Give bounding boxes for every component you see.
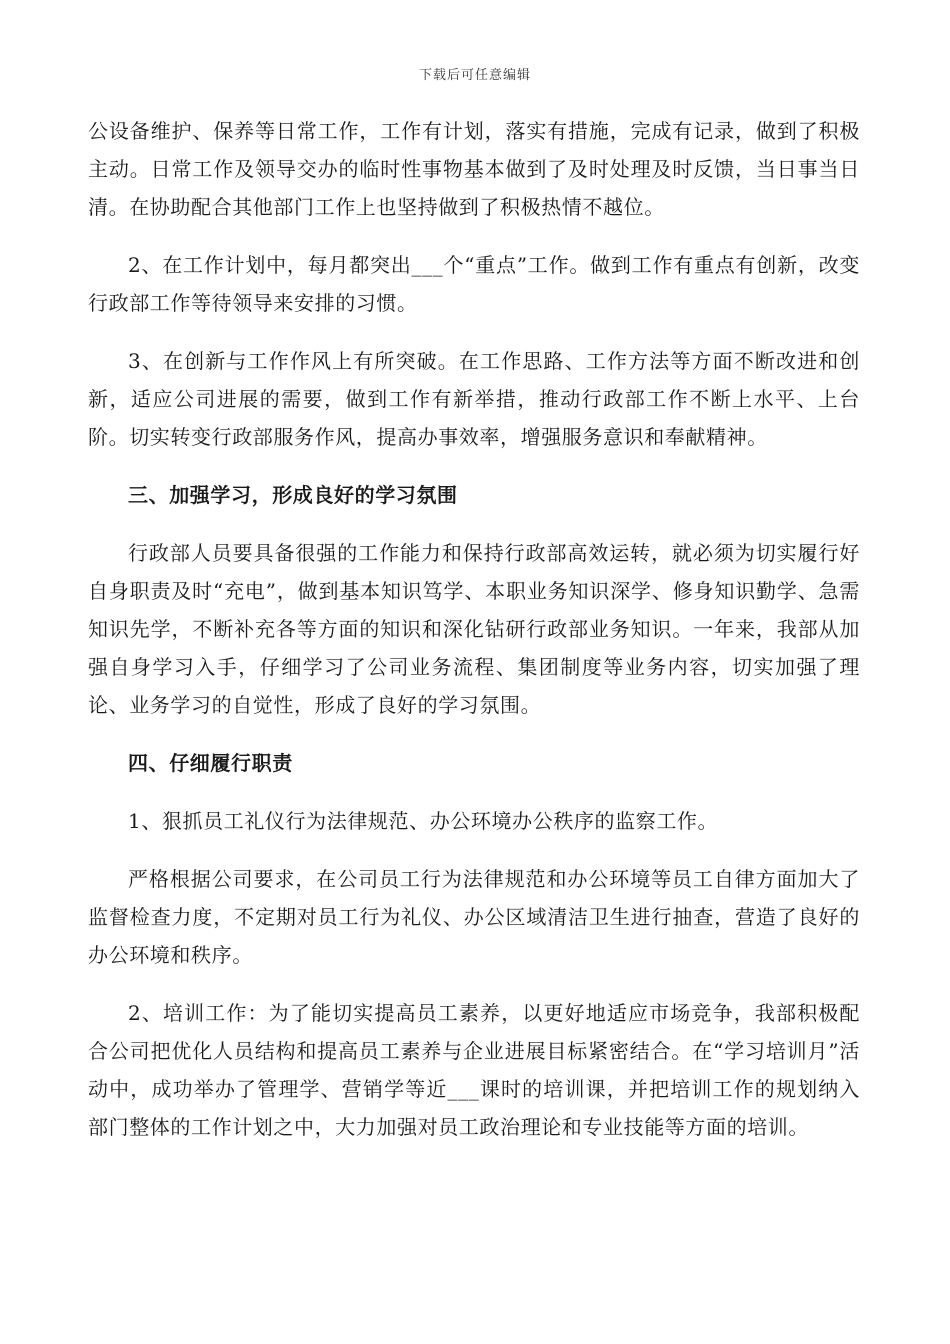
paragraph-duty-2-training: 2、培训工作：为了能切实提高员工素养，以更好地适应市场竞争，我部积极配合公司把优化人员结构和提高员工素养与企业进展目标紧密结合。在“学习培训月”活动中，成功举办了管理学、营销学等近___课时的培训课，并把培训工作的规划纳入部门整体的工作计划之中，大力加强对员工政治理论和专业技能等方面的培训。: [88, 1001, 860, 1139]
paragraph-item-2: 2、在工作计划中，每月都突出___个“重点”工作。做到工作有重点有创新，改变行政部工作等待领导来安排的习惯。: [88, 253, 860, 315]
page-header: 下载后可任意编辑: [418, 68, 531, 83]
paragraph-item-3: 3、在创新与工作作风上有所突破。在工作思路、工作方法等方面不断改进和创新，适应公司进展的需要，做到工作有新举措，推动行政部工作不断上水平、上台阶。切实转变行政部服务作风，提高办事效率，增强服务意识和奉献精神。: [88, 349, 860, 449]
section-heading-3: 三、加强学习，形成良好的学习氛围: [128, 483, 458, 507]
paragraph-learning: 行政部人员要具备很强的工作能力和保持行政部高效运转，就必须为切实履行好自身职责及时“充电”，做到基本知识笃学、本职业务知识深学、修身知识勤学、急需知识先学，不断补充各等方面的知识和深化钻研行政部业务知识。一年来，我部从加强自身学习入手，仔细学习了公司业务流程、集团制度等业务内容，切实加强了理论、业务学习的自觉性，形成了良好的学习氛围。: [88, 541, 860, 717]
document-body: [88, 112, 860, 1146]
paragraph-duty-1-detail: 严格根据公司要求，在公司员工行为法律规范和办公环境等员工自律方面加大了监督检查力度，不定期对员工行为礼仪、办公区域清洁卫生进行抽查，营造了良好的办公环境和秩序。: [88, 867, 860, 967]
section-heading-4: 四、仔细履行职责: [128, 751, 293, 775]
paragraph-continued: 公设备维护、保养等日常工作，工作有计划，落实有措施，完成有记录，做到了积极主动。日常工作及领导交办的临时性事物基本做到了及时处理及时反馈，当日事当日清。在协助配合其他部门工作上也坚持做到了积极热情不越位。: [88, 119, 860, 219]
paragraph-duty-1: 1、狠抓员工礼仪行为法律规范、办公环境办公秩序的监察工作。: [128, 809, 719, 833]
